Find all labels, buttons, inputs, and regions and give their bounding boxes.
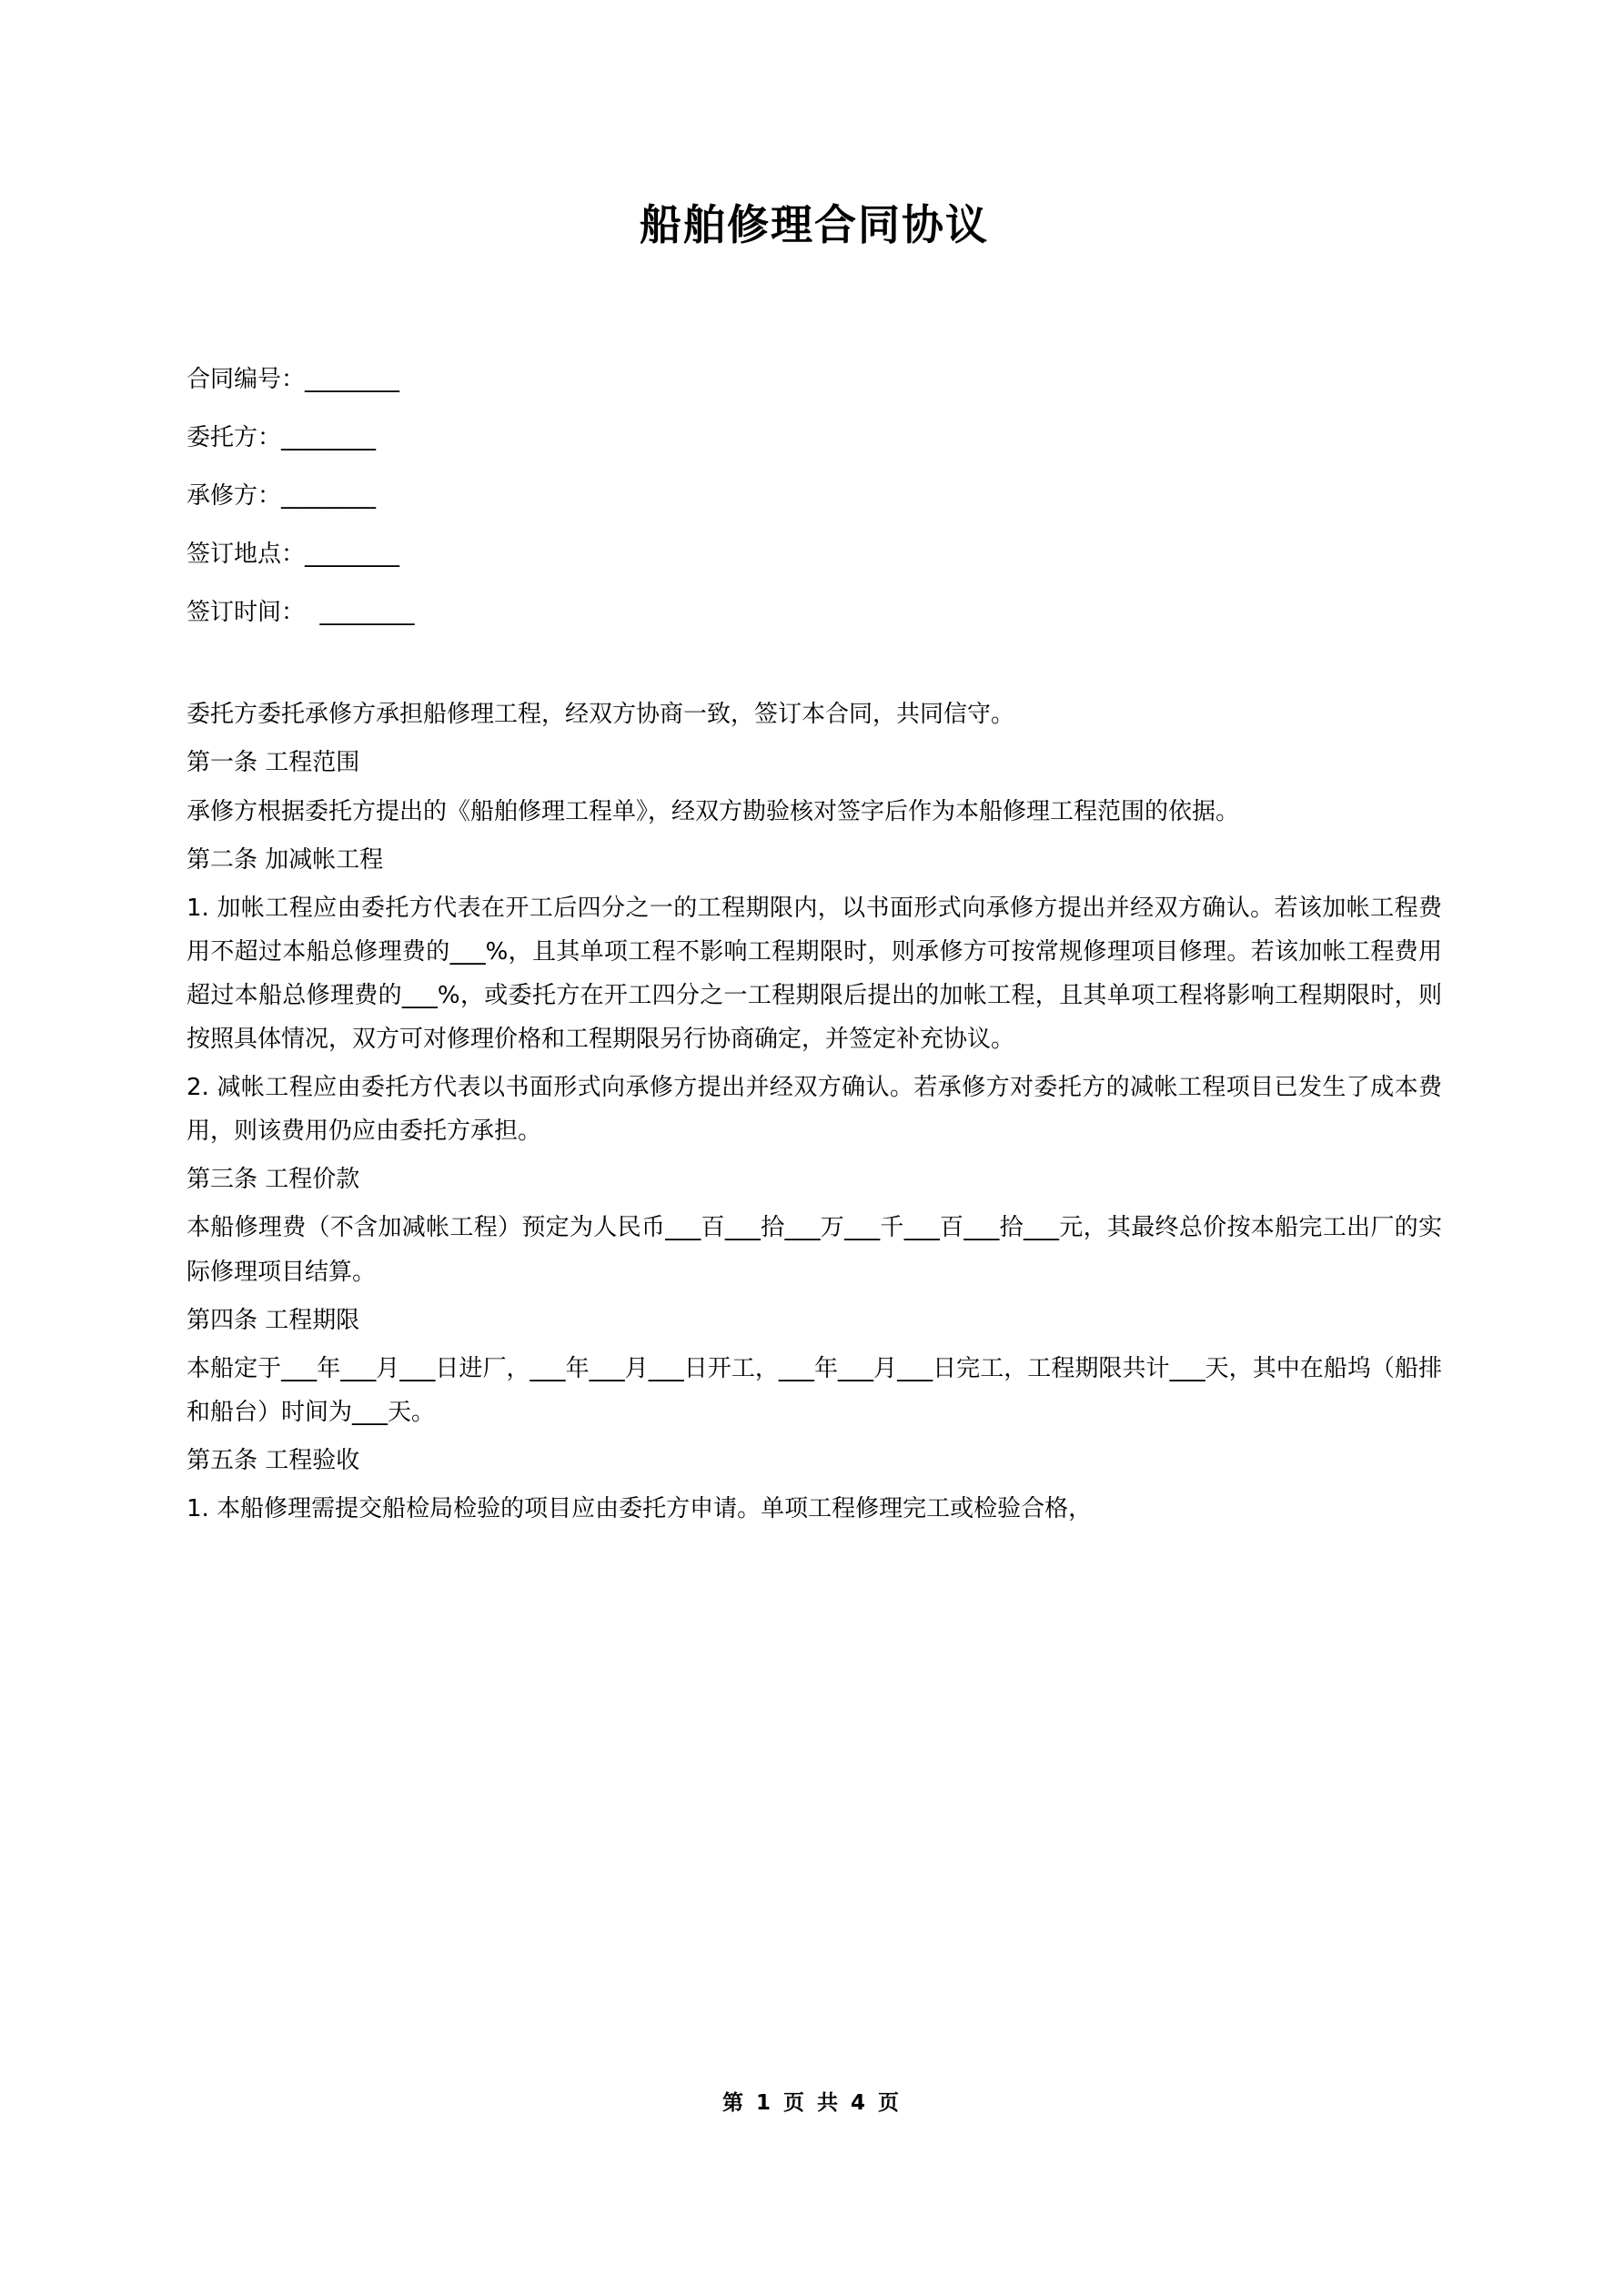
paragraph-preamble: 委托方委托承修方承担船修理工程，经双方协商一致，签订本合同，共同信守。 — [187, 701, 1015, 729]
heading-article-3: 第三条 工程价款 — [187, 1166, 360, 1194]
paragraph-article-5-item-1: 1. 本船修理需提交船检局检验的项目应由委托方申请。单项工程修理完工或检验合格， — [187, 1494, 1093, 1522]
meta-line-contract-number: 合同编号：________ — [187, 366, 400, 394]
contract-meta-block — [187, 366, 1442, 627]
paragraph-article-2-item-1: 1. 加帐工程应由委托方代表在开工后四分之一的工程期限内，以书面形式向承修方提出并经双方确认。若该加帐工程费用不超过本船总修理费的___%，且其单项工程不影响工程期限时，则承修方可按常规修理项目修理。若该加帐工程费用超过本船总修理费的___%，或委托方在开工四分之一工程期限后提出的加帐工程，且其单项工程将影响工程期限时，则按照具体情况，双方可对修理价格和工程期限另行协商确定，并签定补充协议。 — [187, 894, 1442, 1054]
meta-line-repairer: 承修方：________ — [187, 482, 377, 511]
page-title: 船舶修理合同协议 — [640, 200, 989, 249]
paragraph-article-1-body: 承修方根据委托方提出的《船舶修理工程单》，经双方勘验核对签字后作为本船修理工程范围的依据。 — [187, 797, 1240, 825]
paragraph-article-2-item-2: 2. 减帐工程应由委托方代表以书面形式向承修方提出并经双方确认。若承修方对委托方的减帐工程项目已发生了成本费用，则该费用仍应由委托方承担。 — [187, 1074, 1442, 1146]
paragraph-article-4-body: 本船定于___年___月___日进厂，___年___月___日开工，___年___月___日完工，工程期限共计___天，其中在船坞（船排和船台）时间为___天。 — [187, 1354, 1442, 1426]
paragraph-article-3-body: 本船修理费（不含加减帐工程）预定为人民币___百___拾___万___千___百___拾___元，其最终总价按本船完工出厂的实际修理项目结算。 — [187, 1214, 1442, 1286]
heading-article-4: 第四条 工程期限 — [187, 1306, 360, 1334]
meta-line-client: 委托方：________ — [187, 424, 377, 452]
meta-line-signing-place: 签订地点：________ — [187, 541, 400, 569]
meta-line-signing-date: 签订时间： ________ — [187, 599, 415, 627]
heading-article-1: 第一条 工程范围 — [187, 749, 360, 777]
heading-article-5: 第五条 工程验收 — [187, 1446, 360, 1474]
page-footer: 第 1 页 共 4 页 — [721, 2091, 903, 2115]
heading-article-2: 第二条 加减帐工程 — [187, 845, 384, 874]
contract-body — [187, 693, 1442, 1531]
document-content — [187, 0, 1442, 1535]
